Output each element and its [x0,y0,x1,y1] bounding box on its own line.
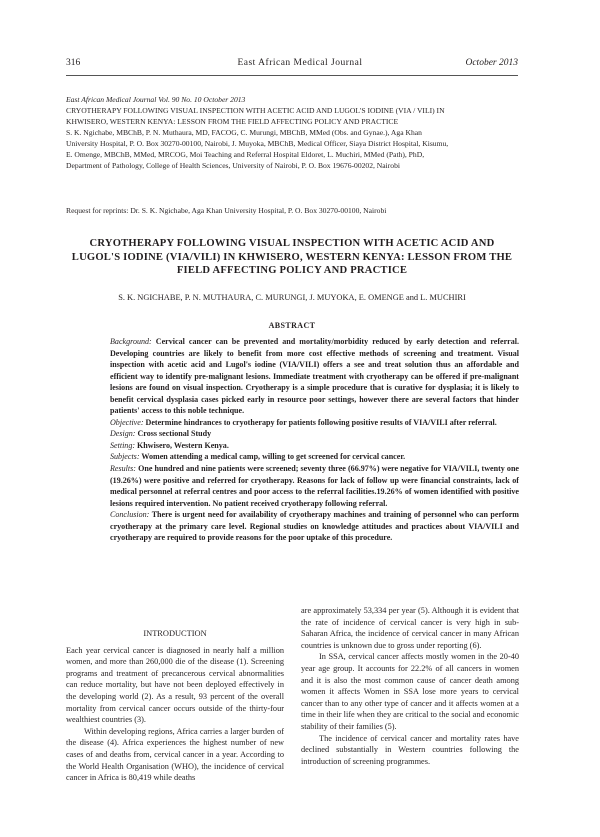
abstract-text: There is urgent need for availability of cryotherapy machines and training of personnel who can perform cryotherapy at the primary care level. Regional studies on knowledge attitudes and practices about VIA/VILI and cryotherapy are required to provide reasons for the poor uptake of this procedure. [110,510,519,543]
paragraph: In SSA, cervical cancer affects mostly women in the 20-40 year age group. It accounts for 22.2% of all cancers in women and it is also the most common cause of cancer death among women it affects Women in SSA lose more years to cervical cancer than to any other type of cancer and it affects women at a time in their life when they are critical to the social and economic stability of their families (5). [301,652,519,731]
abstract-label: Objective: [110,417,144,427]
abstract-section-setting [110,440,519,452]
affiliation-line: University Hospital, P. O. Box 30270-00100, Nairobi, J. Muyoka, MBChB, Medical Officer, Siaya District Hospital, Kisumu, [66,139,449,148]
header-rule [66,75,518,76]
paragraph: Within developing regions, Africa carries a larger burden of the disease (4). Africa experiences the highest number of new cases of and deaths from, cervical cancer in a year. According to the World Health Organisation (WHO), the incidence of cervical cancer in Africa is 80,419 while deaths [66,726,284,783]
abstract-section-results [110,463,519,509]
issue-date: October 2013 [465,58,518,68]
introduction-heading: INTRODUCTION [143,629,207,638]
abstract-section-conclusion [110,509,519,544]
abstract-body [110,336,519,544]
short-title-line: CRYOTHERAPY FOLLOWING VISUAL INSPECTION WITH ACETIC ACID AND LUGOL'S IODINE (VIA / VILI) IN [66,106,445,115]
abstract-text: Determine hindrances to cryotherapy for patients following positive results of VIA/VILI after referral. [145,417,497,427]
affiliation-line: Department of Pathology, College of Health Sciences, University of Nairobi, P. O. Box 19676-00202, Nairobi [66,161,400,170]
abstract-section-design [110,428,519,440]
paragraph: The incidence of cervical cancer and mortality rates have declined substantially in Western countries following the introduction of screening programmes. [301,733,519,766]
abstract-text: Women attending a medical camp, willing to get screened for cervical cancer. [141,452,406,462]
reprint-request: Request for reprints: Dr. S. K. Ngichabe, Aga Khan University Hospital, P. O. Box 30270-00100, Nairobi [66,206,387,215]
paragraph: Each year cervical cancer is diagnosed in nearly half a million women, and more than 260,000 die of the disease (1). Screening programs and treatment of precancerous cervical abnormalities can reduce mortality, but have not been deployed effectively in the developing world (2). As a result, 93 percent of the overall mortality from cervical cancer occurs outside of the thirty-four wealthiest countries (3). [66,645,284,725]
abstract-label: Results: [110,464,136,474]
abstract-section-subjects [110,451,519,463]
abstract-label: Subjects: [110,452,140,462]
abstract-label: Conclusion: [110,510,150,520]
abstract-section-background [110,336,519,417]
abstract-text: Khwisero, Western Kenya. [137,440,229,450]
abstract-label: Setting: [110,440,136,450]
paragraph: are approximately 53,334 per year (5). Although it is evident that the rate of incidence of cervical cancer is very high in sub-Saharan Africa, the incidence of cervical cancer in many African countries is unknown due to gross under reporting (6). [301,606,519,650]
short-title-line: KHWISERO, WESTERN KENYA: LESSON FROM THE FIELD AFFECTING POLICY AND PRACTICE [66,117,399,126]
page-number: 316 [66,58,81,68]
abstract-label: Background: [110,337,152,346]
author-list: S. K. NGICHABE, P. N. MUTHAURA, C. MURUNGI, J. MUYOKA, E. OMENGE and L. MUCHIRI [118,293,466,302]
abstract-section-objective [110,417,519,429]
abstract-text: Cervical cancer can be prevented and mortality/morbidity reduced by early detection and referral. Developing countries are likely to benefit from more cost effective methods of screening and treatment. Visual inspection with acetic acid and Lugol's iodine (VIA/VILI) offers a see and treat solution thus an affordable and efficient way to identify pre-malignant lesions. Immediate treatment with cryotherapy can be offered if pre-malignant lesions are found on visual inspection. Cryotherapy is a simple procedure that is curative for dysplasia; it is likely to benefit cervical dysplasia cases picked early in resource poor settings, however there are several factors that hinder patients' access to this noble technique. [110,337,519,416]
abstract-text: One hundred and nine patients were screened; seventy three (66.97%) were negative for VIA/VILI, twenty one (19.26%) were positive and referred for cryotherapy. Reasons for lack of follow up were financial constraints, lack of medical personnel at referral centres and poor access to the referral facilities.19.26% of women identified with positive lesions required intervention. No patient received cryotherapy following referral. [110,464,520,508]
citation-block [66,94,518,171]
article-title: CRYOTHERAPY FOLLOWING VISUAL INSPECTION WITH ACETIC ACID AND LUGOL'S IODINE (VIA/VILI) IN KHWISERO, WESTERN KENYA: LESSON FROM THE FIELD AFFECTING POLICY AND PRACTICE [71,238,513,276]
abstract-heading: ABSTRACT [268,321,316,330]
left-column [66,628,284,784]
affiliation-line: S. K. Ngichabe, MBChB, P. N. Muthaura, MD, FACOG, C. Murungi, MBChB, MMed (Obs. and Gynae.), Aga Khan [66,128,422,137]
journal-name: East African Medical Journal [237,58,363,68]
abstract-text: Cross sectional Study [137,429,212,439]
abstract-label: Design: [110,429,136,439]
right-column [301,605,519,767]
citation-line: East African Medical Journal Vol. 90 No. 10 October 2013 [66,95,246,104]
affiliation-line: E. Omenge, MBChB, MMed, MRCOG, Moi Teaching and Referral Hospital Eldoret, L. Muchiri, MMed (Path), PhD, [66,150,425,159]
